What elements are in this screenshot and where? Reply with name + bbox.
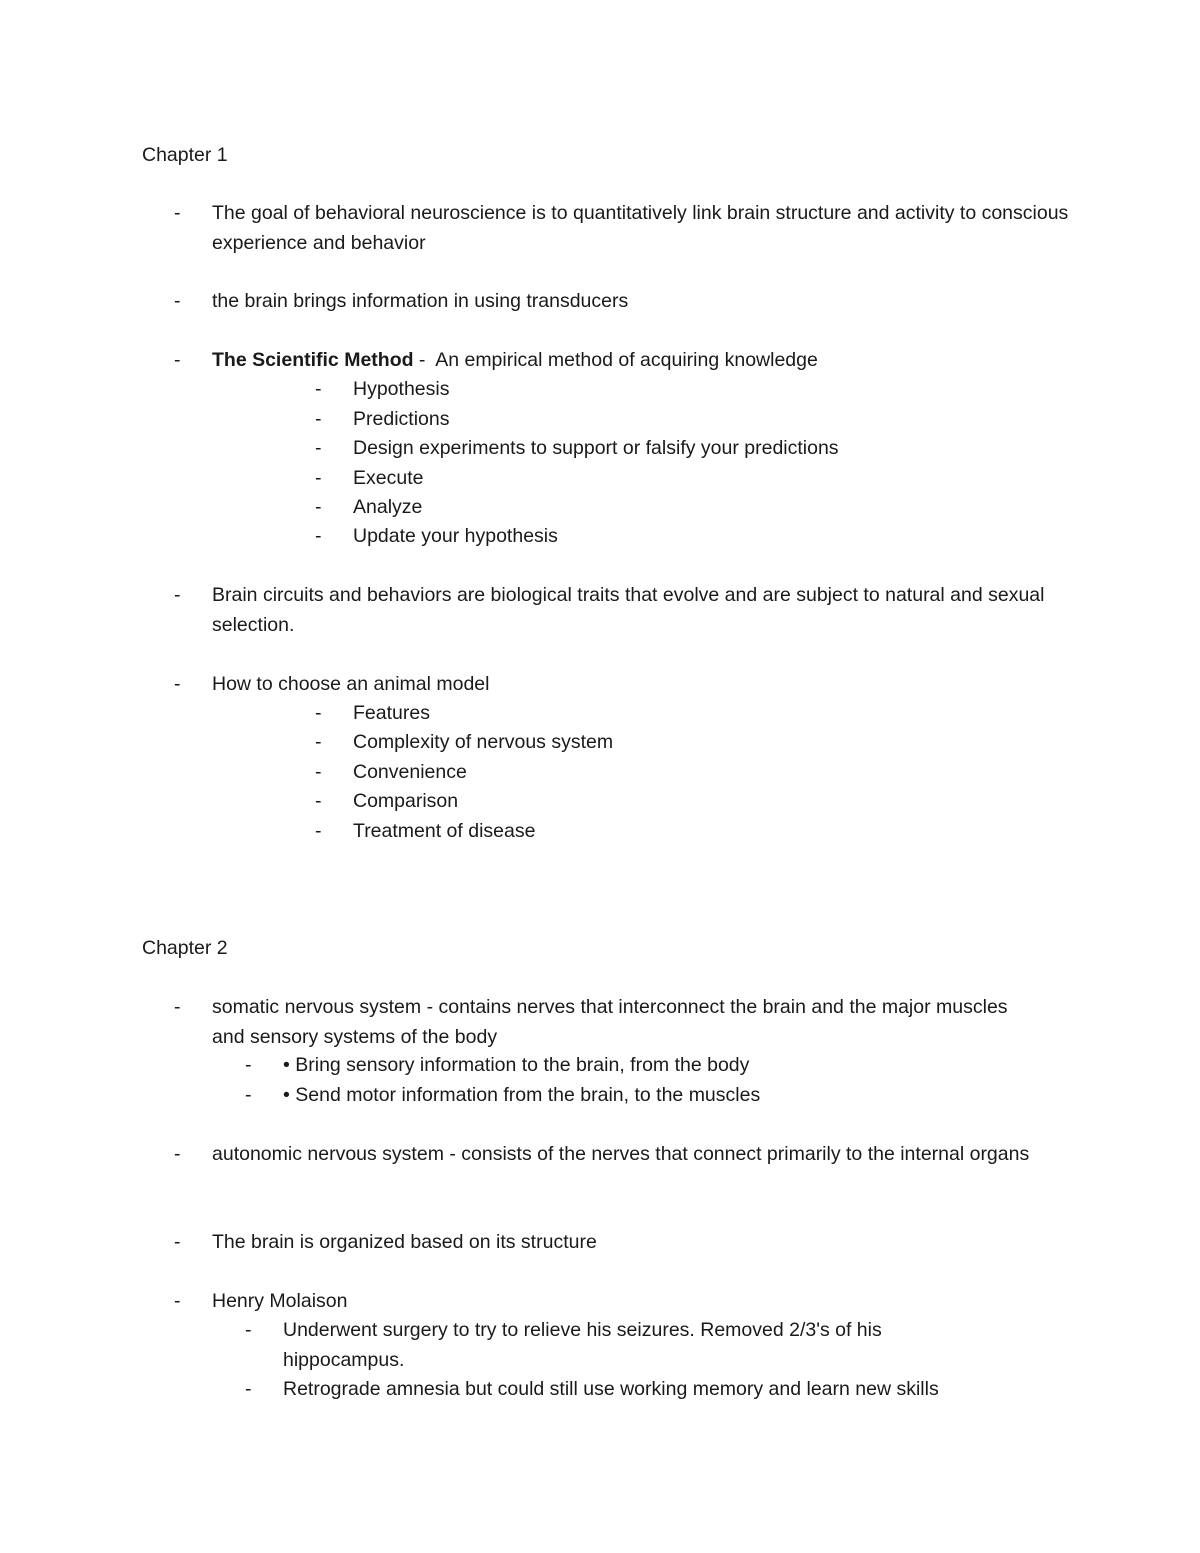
bullet-dash: - bbox=[174, 349, 181, 371]
bullet-dash: - bbox=[315, 467, 322, 489]
bullet-dash: - bbox=[315, 408, 322, 430]
model-point-text: Features bbox=[353, 702, 430, 724]
bullet-dash: - bbox=[174, 1231, 181, 1253]
list-item-transducers bbox=[174, 287, 1072, 317]
method-step-text: Predictions bbox=[353, 408, 450, 430]
circuits-text: Brain circuits and behaviors are biological traits that evolve and are subject to natural and sexual selection. bbox=[212, 584, 1045, 636]
henry-point bbox=[245, 1316, 983, 1375]
bullet-dash: - bbox=[315, 761, 322, 783]
model-point-text: Treatment of disease bbox=[353, 820, 536, 842]
henry-point-text: Retrograde amnesia but could still use working memory and learn new skills bbox=[283, 1378, 939, 1400]
scientific-method-desc: An empirical method of acquiring knowledge bbox=[430, 349, 818, 371]
bullet-dash: - bbox=[315, 731, 322, 753]
list-item-somatic bbox=[174, 993, 1042, 1052]
model-point bbox=[315, 699, 1113, 729]
model-point bbox=[315, 787, 1113, 817]
somatic-point bbox=[245, 1081, 1043, 1111]
list-item-scientific-method bbox=[174, 346, 1072, 376]
list-item-circuits bbox=[174, 581, 1072, 640]
list-item-autonomic bbox=[174, 1140, 1072, 1170]
list-item-henry bbox=[174, 1287, 1072, 1317]
method-step bbox=[315, 375, 1113, 405]
model-point-text: Complexity of nervous system bbox=[353, 731, 614, 753]
bullet-dash: - bbox=[174, 290, 181, 312]
list-item-goal bbox=[174, 199, 1072, 258]
animal-model-title: How to choose an animal model bbox=[212, 673, 490, 695]
bullet-dash: - bbox=[174, 584, 181, 606]
bullet-dash: - bbox=[245, 1084, 252, 1106]
somatic-text: somatic nervous system - contains nerves that interconnect the brain and the major muscles and sensory systems of the body bbox=[212, 996, 1008, 1048]
bullet-dash: - bbox=[315, 820, 322, 842]
model-point-text: Comparison bbox=[353, 790, 459, 812]
bullet-dash: - bbox=[315, 378, 322, 400]
bullet-dash: - bbox=[245, 1054, 252, 1076]
autonomic-text: autonomic nervous system - consists of the nerves that connect primarily to the internal organs bbox=[212, 1143, 1030, 1165]
goal-text: The goal of behavioral neuroscience is to quantitatively link brain structure and activity to conscious experience and behavior bbox=[212, 202, 1069, 254]
scientific-method-title: The Scientific Method bbox=[212, 349, 414, 371]
method-step-text: Analyze bbox=[353, 496, 423, 518]
bullet-dash: - bbox=[315, 702, 322, 724]
somatic-point-text: • Bring sensory information to the brain, from the body bbox=[283, 1054, 750, 1076]
henry-title: Henry Molaison bbox=[212, 1290, 348, 1312]
chapter-2-heading: Chapter 2 bbox=[142, 937, 228, 959]
bullet-dash: - bbox=[245, 1319, 252, 1341]
somatic-point-text: • Send motor information from the brain, to the muscles bbox=[283, 1084, 761, 1106]
bullet-dash: - bbox=[174, 1290, 181, 1312]
bullet-dash: - bbox=[315, 437, 322, 459]
bullet-dash: - bbox=[174, 673, 181, 695]
method-step bbox=[315, 405, 1113, 435]
scientific-method-separator: - bbox=[413, 349, 431, 371]
model-point bbox=[315, 817, 1113, 847]
henry-point bbox=[245, 1375, 1043, 1405]
method-step bbox=[315, 522, 1113, 552]
method-step-text: Design experiments to support or falsify your predictions bbox=[353, 437, 839, 459]
method-step bbox=[315, 464, 1113, 494]
model-point bbox=[315, 728, 1113, 758]
method-step bbox=[315, 493, 1113, 523]
method-step-text: Update your hypothesis bbox=[353, 525, 558, 547]
list-item-animal-model bbox=[174, 670, 1072, 700]
bullet-dash: - bbox=[174, 1143, 181, 1165]
henry-point-text: Underwent surgery to try to relieve his seizures. Removed 2/3's of his hippocampus. bbox=[283, 1319, 882, 1371]
bullet-dash: - bbox=[245, 1378, 252, 1400]
bullet-dash: - bbox=[315, 496, 322, 518]
bullet-dash: - bbox=[174, 202, 181, 224]
model-point-text: Convenience bbox=[353, 761, 467, 783]
bullet-dash: - bbox=[315, 525, 322, 547]
bullet-dash: - bbox=[315, 790, 322, 812]
method-step bbox=[315, 434, 1113, 464]
bullet-dash: - bbox=[174, 996, 181, 1018]
somatic-point bbox=[245, 1051, 1043, 1081]
model-point bbox=[315, 758, 1113, 788]
method-step-text: Execute bbox=[353, 467, 424, 489]
method-step-text: Hypothesis bbox=[353, 378, 450, 400]
organized-text: The brain is organized based on its structure bbox=[212, 1231, 597, 1253]
list-item-organized bbox=[174, 1228, 1072, 1258]
transducers-text: the brain brings information in using transducers bbox=[212, 290, 629, 312]
chapter-1-heading: Chapter 1 bbox=[142, 144, 228, 166]
